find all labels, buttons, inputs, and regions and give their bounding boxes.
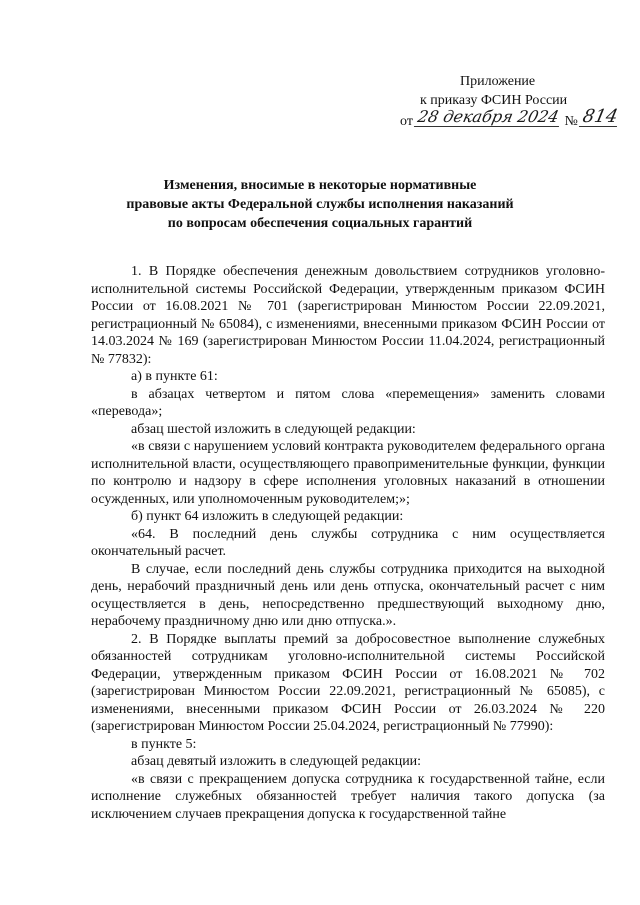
paragraph-2: а) в пункте 61: — [131, 369, 218, 384]
paragraph-12: «в связи с прекращением допуска сотрудника к государственной тайне, если исполнение служебных обязанностей требует наличия такого допуска (за исключением случаев прекращения допуска к государственной тайне — [91, 771, 605, 822]
document-body — [91, 263, 605, 823]
appendix-date-number — [400, 106, 621, 131]
paragraph-7: «64. В последний день службы сотрудника с ним осуществляется окончательный расчет. — [91, 526, 605, 559]
appendix-label: Приложение — [460, 74, 536, 89]
appendix-date-prefix: от — [400, 114, 413, 129]
title-line-2: правовые акты Федеральной службы исполнения наказаний — [126, 197, 514, 212]
paragraph-6: б) пункт 64 изложить в следующей редакции: — [131, 509, 404, 524]
paragraph-5: «в связи с нарушением условий контракта руководителем федерального органа исполнительной власти, осуществляющего правоприменительные функции, функции по контролю и надзору в сфере исполнения уголовных наказаний в отношении осужденных, или уполномоченным руководителем;»; — [91, 439, 605, 507]
number-sign: № — [564, 114, 578, 129]
paragraph-11: абзац девятый изложить в следующей редакции: — [131, 754, 422, 769]
paragraph-8: В случае, если последний день службы сотрудника приходится на выходной день, нерабочий праздничный день или день отпуска, окончательный расчет с ним осуществляется в день, непосредственно предшествующий выходному дню, нерабочему праздничному дню или дню отпуска.». — [91, 561, 605, 629]
appendix-header — [400, 72, 621, 131]
paragraph-10: в пункте 5: — [131, 736, 197, 752]
paragraph-9: 2. В Порядке выплаты премий за добросовестное выполнение служебных обязанностей сотрудникам уголовно-исполнительной системы Российской Федерации, утвержденным приказом ФСИН России от 16.08.2021 № 702 (зарегистрирован Минюстом России 22.09.2021, регистрационный № 65085), с изменениями, внесенными приказом ФСИН России от 26.03.2024 № 220 (зарегистрирован Минюстом России 25.04.2024, регистрационный № 77990): — [91, 631, 605, 734]
appendix-order-ref: к приказу ФСИН России — [420, 93, 568, 108]
paragraph-1: 1. В Порядке обеспечения денежным довольствием сотрудников уголовно-исполнительной системы Российской Федерации, утвержденным приказом ФСИН России от 16.08.2021 № 701 (зарегистрирован Минюстом России 22.09.2021, регистрационный № 65084), с изменениями, внесенными приказом ФСИН России от 14.03.2024 № 169 (зарегистрирован Минюстом России 11.04.2024, регистрационный № 77832): — [91, 264, 605, 367]
title-line-1: Изменения, вносимые в некоторые нормативные — [163, 178, 477, 193]
handwritten-date: 28 декабря 2024 — [414, 107, 563, 127]
paragraph-4: абзац шестой изложить в следующей редакции: — [131, 421, 416, 437]
document-title — [80, 176, 560, 233]
title-line-3: по вопросам обеспечения социальных гарантий — [167, 216, 473, 231]
paragraph-3: в абзацах четвертом и пятом слова «перемещения» заменить словами «перевода»; — [91, 386, 605, 419]
handwritten-number: 814 — [581, 106, 621, 127]
